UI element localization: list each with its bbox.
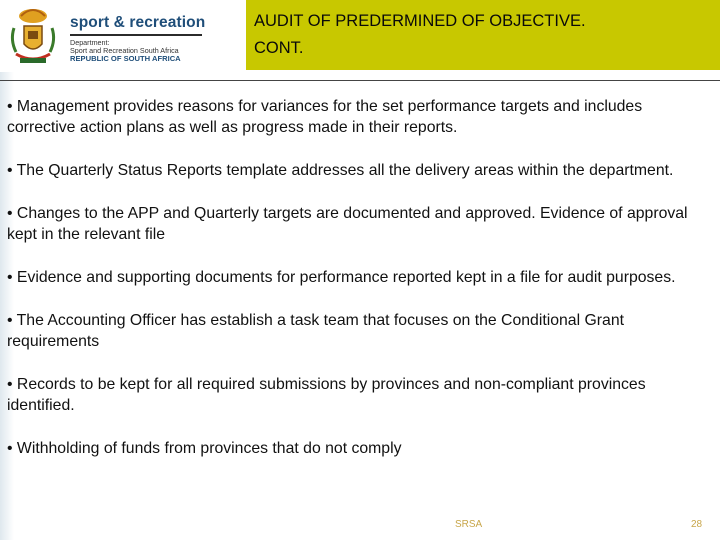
bullet-item: • Evidence and supporting documents for performance reported kept in a file for audit purposes. <box>7 269 676 286</box>
brand-divider <box>70 34 202 36</box>
footer-org-label: SRSA <box>455 519 483 530</box>
bullet-item: • The Quarterly Status Reports template addresses all the delivery areas within the department. <box>7 162 674 179</box>
title-banner <box>246 0 720 70</box>
bullet-item: • Records to be kept for all required submissions by provinces and non-compliant provinces identified. <box>7 376 646 414</box>
page-title: AUDIT OF PREDERMINED OF OBJECTIVE. CONT. <box>254 12 586 57</box>
bullet-item: • Withholding of funds from provinces that do not comply <box>7 440 402 457</box>
coat-of-arms-icon <box>6 6 60 68</box>
bullet-item: • Management provides reasons for variances for the set performance targets and includes corrective action plans as well as progress made in their reports. <box>7 98 643 136</box>
brand-country: REPUBLIC OF SOUTH AFRICA <box>70 54 181 63</box>
department-logo <box>4 4 242 68</box>
brand-department-name: Sport and Recreation South Africa <box>70 46 179 55</box>
brand-title: sport & recreation <box>70 14 206 31</box>
bullet-item: • Changes to the APP and Quarterly targets are documented and approved. Evidence of approval kept in the relevant file <box>7 205 688 243</box>
brand-department-label: Department: <box>70 38 110 47</box>
page-number: 28 <box>691 519 703 530</box>
header-divider <box>0 80 720 81</box>
bullet-item: • The Accounting Officer has establish a task team that focuses on the Conditional Grant requirements <box>7 312 624 350</box>
bullet-list <box>7 96 707 481</box>
